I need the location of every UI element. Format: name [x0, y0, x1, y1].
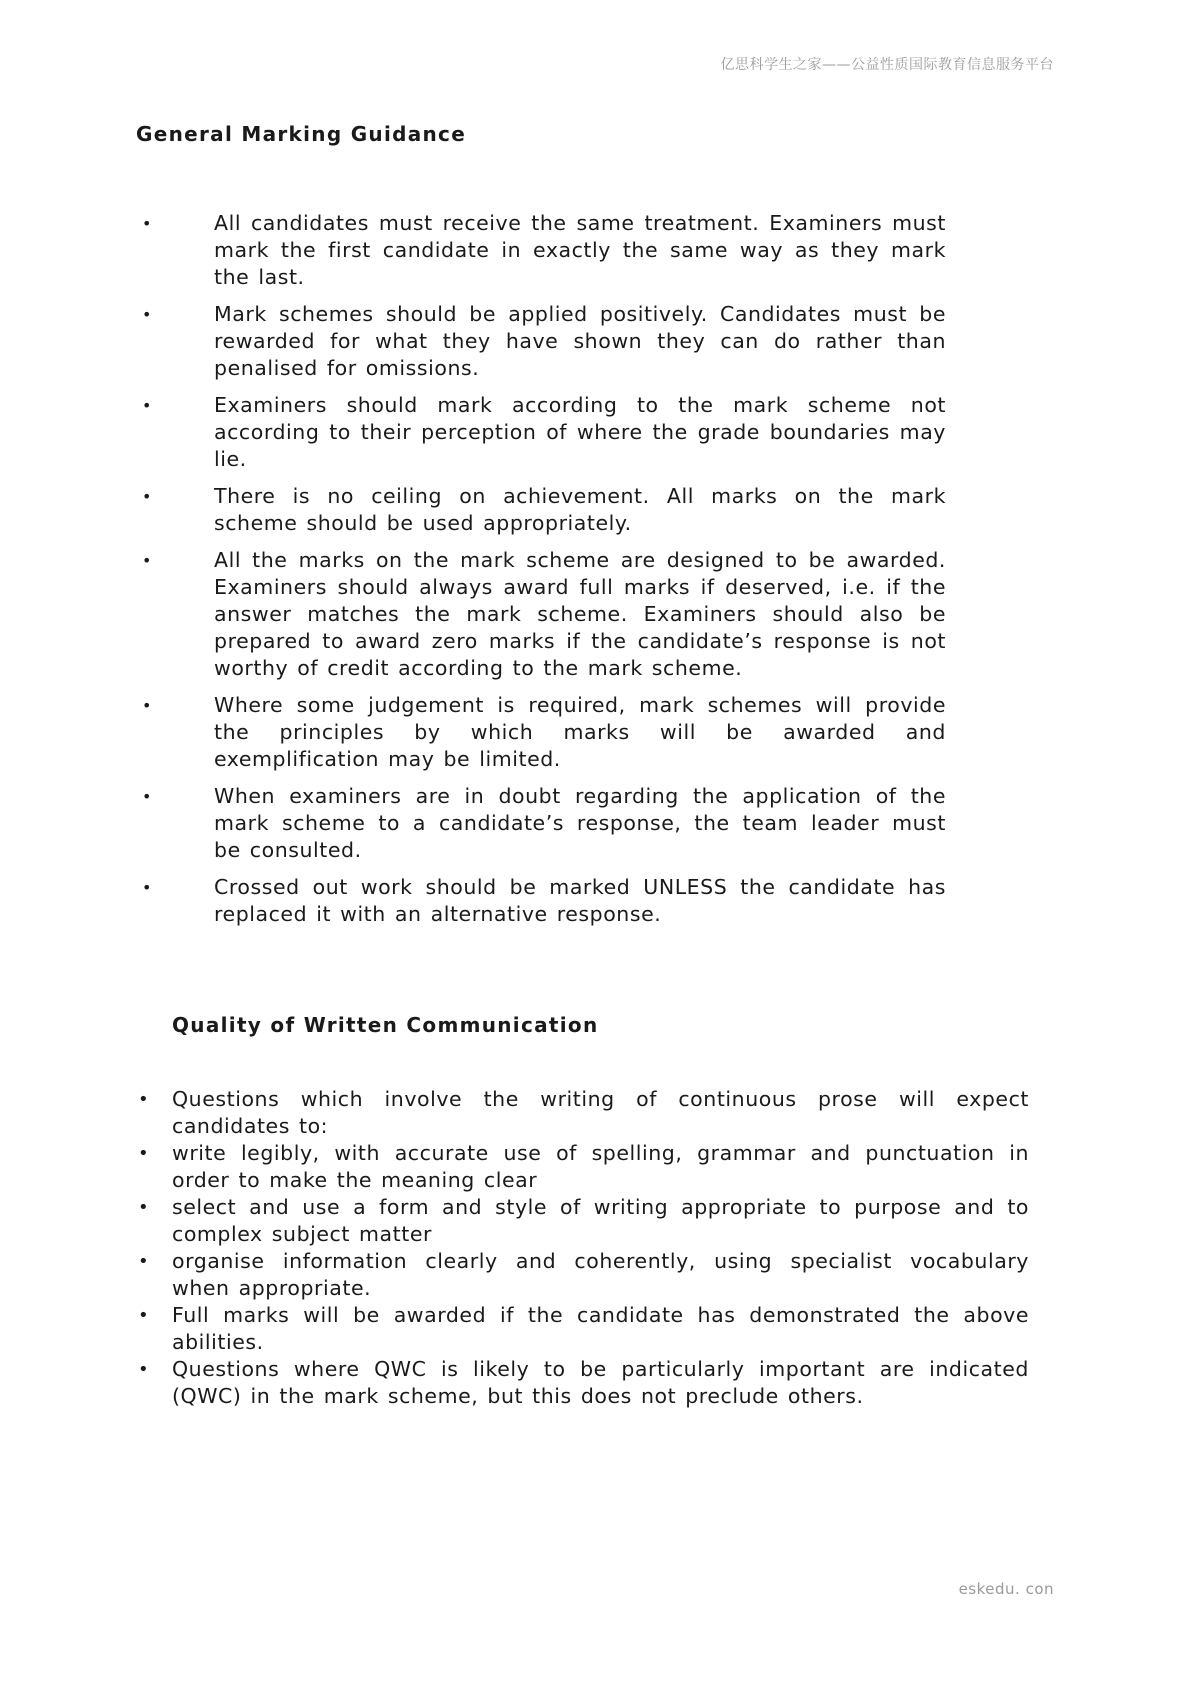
list-item-text: All the marks on the mark scheme are designed to be awarded. Examiners should always award full marks if deserved, i.e. if the answer matches the mark scheme. Examiners should also be prepared to award zero marks if the candidate’s response is not worthy of credit according to the mark scheme. [214, 548, 946, 680]
list-item [136, 1194, 1029, 1248]
list-item-text: When examiners are in doubt regarding the application of the mark scheme to a candidate’s response, the team leader must be consulted. [214, 784, 946, 862]
list-item [136, 1248, 1029, 1302]
list-item-text: Crossed out work should be marked UNLESS the candidate has replaced it with an alternative response. [214, 875, 946, 926]
qwc-list [136, 1086, 1029, 1410]
bullet-icon: • [142, 305, 152, 324]
list-item [136, 1302, 1029, 1356]
list-item [136, 547, 946, 682]
bullet-icon: • [138, 1143, 150, 1164]
list-item [136, 692, 946, 773]
list-item-text: Questions where QWC is likely to be particularly important are indicated (QWC) in the mark scheme, but this does not preclude others. [172, 1357, 1029, 1408]
list-item [136, 483, 946, 537]
bullet-icon: • [142, 487, 152, 506]
section-title-general-marking-guidance: General Marking Guidance [136, 122, 467, 146]
page-header-note: 亿思科学生之家——公益性质国际教育信息服务平台 [720, 57, 1054, 73]
list-item [136, 392, 946, 473]
bullet-icon: • [138, 1359, 150, 1380]
section-title-quality-of-written-communication: Quality of Written Communication [172, 1013, 599, 1037]
bullet-icon: • [138, 1089, 150, 1110]
list-item-text: select and use a form and style of writing appropriate to purpose and to complex subject matter [172, 1195, 1029, 1246]
list-item [136, 210, 946, 291]
list-item-text: All candidates must receive the same treatment. Examiners must mark the first candidate in exactly the same way as they mark the last. [214, 211, 946, 289]
list-item-text: Mark schemes should be applied positively. Candidates must be rewarded for what they have shown they can do rather than penalised for omissions. [214, 302, 946, 380]
list-item-text: There is no ceiling on achievement. All marks on the mark scheme should be used appropriately. [214, 484, 946, 535]
list-item [136, 1086, 1029, 1140]
list-item-text: organise information clearly and coherently, using specialist vocabulary when appropriate. [172, 1249, 1029, 1300]
list-item [136, 301, 946, 382]
list-item-text: Questions which involve the writing of continuous prose will expect candidates to: [172, 1087, 1029, 1138]
bullet-icon: • [142, 551, 152, 570]
bullet-icon: • [142, 787, 152, 806]
list-item-text: Where some judgement is required, mark schemes will provide the principles by which marks will be awarded and exemplification may be limited. [214, 693, 946, 771]
list-item-text: Examiners should mark according to the mark scheme not according to their perception of where the grade boundaries may lie. [214, 393, 946, 471]
list-item [136, 1356, 1029, 1410]
bullet-icon: • [142, 878, 152, 897]
list-item-text: write legibly, with accurate use of spelling, grammar and punctuation in order to make the meaning clear [172, 1141, 1029, 1192]
list-item [136, 874, 946, 928]
bullet-icon: • [138, 1305, 150, 1326]
list-item-text: Full marks will be awarded if the candidate has demonstrated the above abilities. [172, 1303, 1029, 1354]
page-footer-note: eskedu. con [958, 1580, 1054, 1598]
general-guidance-list [136, 210, 946, 938]
bullet-icon: • [138, 1197, 150, 1218]
bullet-icon: • [142, 214, 152, 233]
bullet-icon: • [142, 396, 152, 415]
bullet-icon: • [138, 1251, 150, 1272]
list-item [136, 1140, 1029, 1194]
list-item [136, 783, 946, 864]
bullet-icon: • [142, 696, 152, 715]
